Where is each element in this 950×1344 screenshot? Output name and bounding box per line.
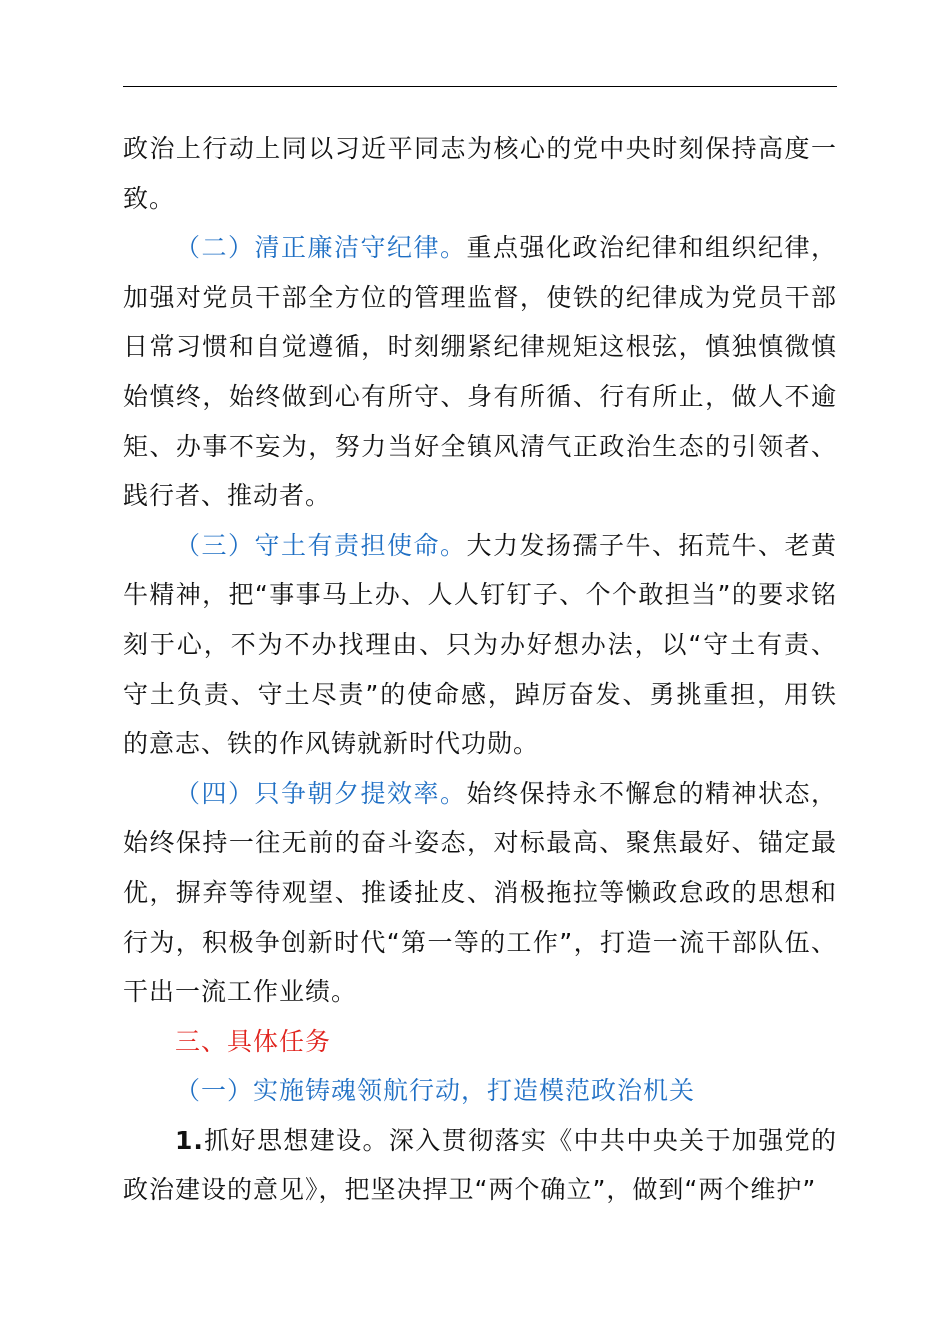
paragraph-mission (123, 521, 837, 769)
paragraph-efficiency (123, 769, 837, 1017)
document-body (123, 124, 837, 1215)
subsection-title-soul: （一）实施铸魂领航行动，打造模范政治机关 (175, 1076, 696, 1106)
section-title-tasks: 三、具体任务 (175, 1026, 332, 1056)
item-number: 1. (175, 1125, 204, 1155)
paragraph-discipline (123, 223, 837, 521)
heading-mission: （三）守土有责担使命。 (175, 530, 467, 560)
body-efficiency: 始终保持永不懈怠的精神状态，始终保持一往无前的奋斗姿态，对标最高、聚焦最好、锚定最优，摒弃等待观望、推诿扯皮、消极拖拉等懒政怠政的思想和行为，积极争创新时代“第一等的工作”，打造一流干部队伍、干出一流工作业绩。 (123, 778, 837, 1007)
paragraph-item-1 (123, 1116, 837, 1215)
body-mission: 大力发扬孺子牛、拓荒牛、老黄牛精神，把“事事马上办、人人钉钉子、个个敢担当”的要求铭刻于心，不为不办找理由、只为办好想办法，以“守土有责、守土负责、守土尽责”的使命感，踔厉奋发、勇挑重担，用铁的意志、铁的作风铸就新时代功勋。 (123, 530, 837, 759)
item-body: 抓好思想建设。深入贯彻落实《中共中央关于加强党的政治建设的意见》，把坚决捍卫“两个确立”，做到“两个维护” (123, 1125, 837, 1205)
header-rule (123, 86, 837, 87)
heading-discipline: （二）清正廉洁守纪律。 (175, 233, 467, 263)
paragraph-continuation: 政治上行动上同以习近平同志为核心的党中央时刻保持高度一致。 (123, 134, 837, 213)
body-discipline: 重点强化政治纪律和组织纪律，加强对党员干部全方位的管理监督，使铁的纪律成为党员干部日常习惯和自觉遵循，时刻绷紧纪律规矩这根弦，慎独慎微慎始慎终，始终做到心有所守、身有所循、行有所止，做人不逾矩、办事不妄为，努力当好全镇风清气正政治生态的引领者、践行者、推动者。 (123, 233, 837, 511)
heading-efficiency: （四）只争朝夕提效率。 (175, 778, 467, 808)
